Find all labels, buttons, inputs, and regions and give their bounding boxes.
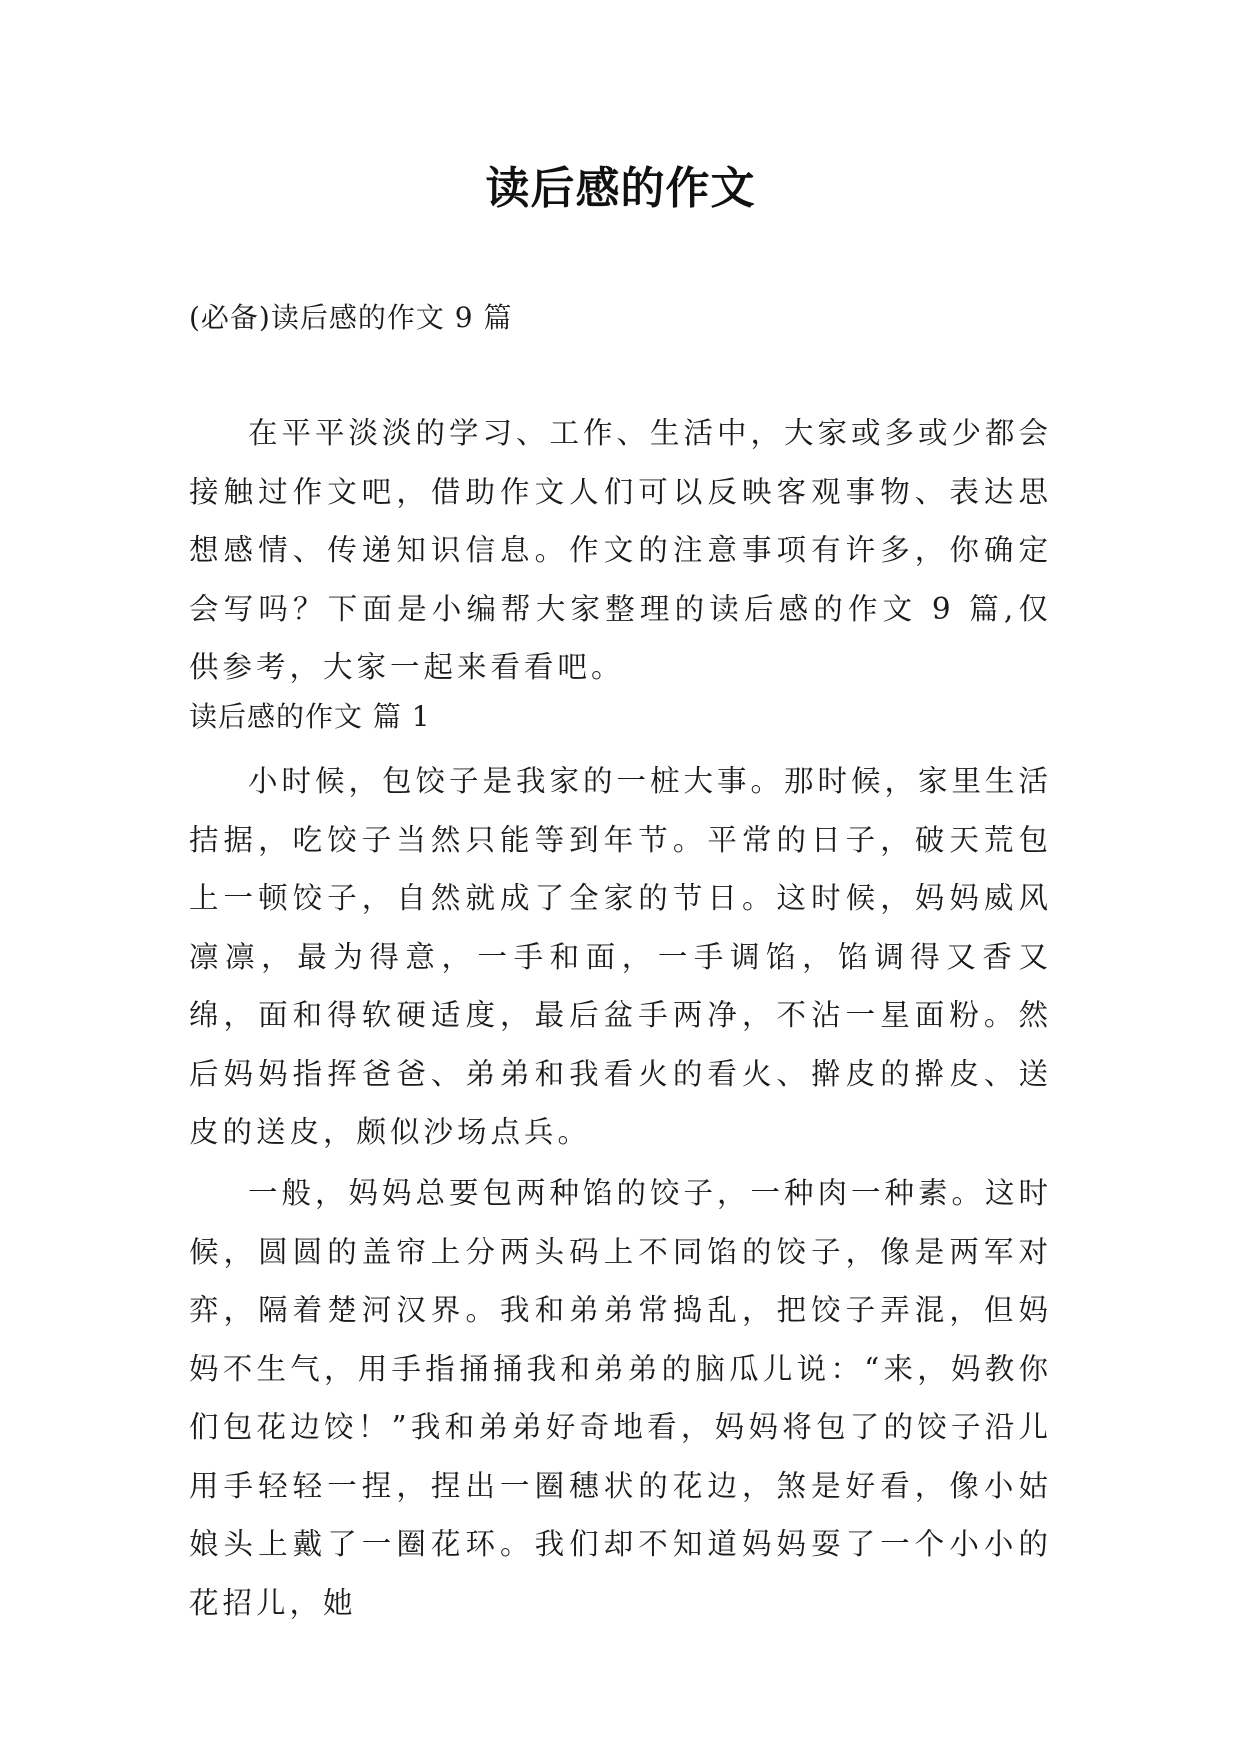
body-paragraph: 小时候，包饺子是我家的一桩大事。那时候，家里生活拮据，吃饺子当然只能等到年节。平常的日子，破天荒包上一顿饺子，自然就成了全家的节日。这时候，妈妈威风凛凛，最为得意，一手和面，一手调馅，馅调得又香又绵，面和得软硬适度，最后盆手两净，不沾一星面粉。然后妈妈指挥爸爸、弟弟和我看火的看火、擀皮的擀皮、送皮的送皮，颇似沙场点兵。	[189, 764, 1053, 1149]
body-paragraph: 一般，妈妈总要包两种馅的饺子，一种肉一种素。这时候，圆圆的盖帘上分两头码上不同馅的饺子，像是两军对弈，隔着楚河汉界。我和弟弟常捣乱，把饺子弄混，但妈妈不生气，用手指捅捅我和弟弟的脑瓜儿说：“来，妈教你们包花边饺！”我和弟弟好奇地看，妈妈将包了的饺子沿儿用手轻轻一捏，捏出一圈穗状的花边，煞是好看，像小姑娘头上戴了一圈花环。我们却不知道妈妈耍了一个小小的花招儿，她	[189, 1176, 1053, 1620]
section-heading: 读后感的作文 篇 1	[189, 700, 431, 733]
document-title: 读后感的作文	[485, 163, 756, 214]
intro-paragraph: 在平平淡淡的学习、工作、生活中，大家或多或少都会接触过作文吧，借助作文人们可以反映客观事物、表达思想感情、传递知识信息。作文的注意事项有许多，你确定会写吗？下面是小编帮大家整理的读后感的作文 9 篇,仅供参考，大家一起来看看吧。	[189, 416, 1053, 684]
document-subtitle: (必备)读后感的作文 9 篇	[189, 301, 513, 334]
